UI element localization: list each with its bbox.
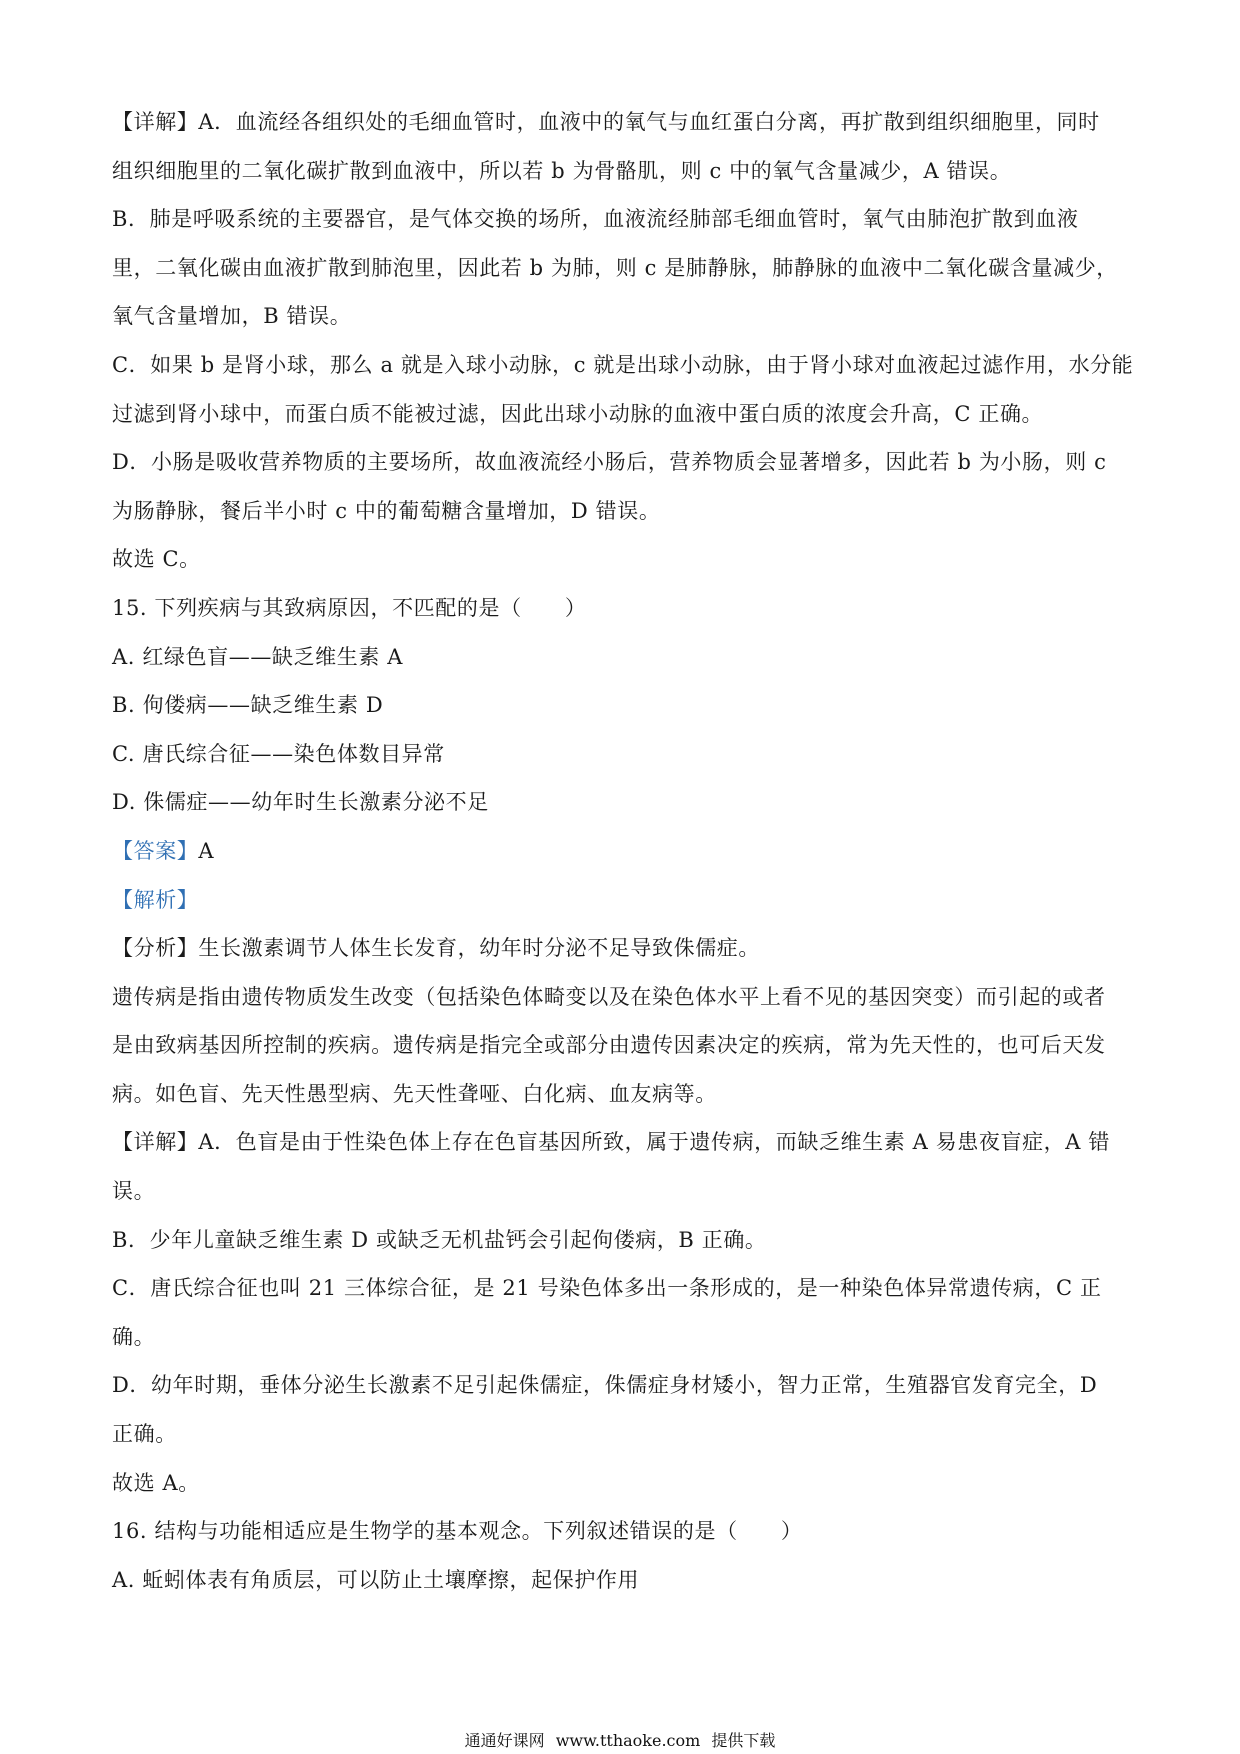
conclusion: 故选 A。 bbox=[112, 1470, 200, 1495]
analysis-paragraph-line: 遗传病是指由遗传物质发生改变（包括染色体畸变以及在染色体水平上看不见的基因突变）而引起的或者 bbox=[112, 984, 1106, 1009]
answer-label: 【答案】 bbox=[112, 838, 199, 863]
detail-paragraph-line: 【详解】A．血流经各组织处的毛细血管时，血液中的氧气与血红蛋白分离，再扩散到组织细胞里，同时 bbox=[112, 110, 1100, 134]
footer-site-name: 通通好课网 bbox=[464, 1731, 545, 1750]
question-15-option-d: D. 侏儒症——幼年时生长激素分泌不足 bbox=[112, 790, 489, 815]
option-explanation-b: B．肺是呼吸系统的主要器官，是气体交换的场所，血液流经肺部毛细血管时，氧气由肺泡扩散到血液 bbox=[112, 207, 1079, 232]
option-explanation-b: 氧气含量增加，B 错误。 bbox=[112, 304, 352, 329]
option-explanation-c: 确。 bbox=[112, 1324, 156, 1349]
detail-paragraph-line: 组织细胞里的二氧化碳扩散到血液中，所以若 b 为骨骼肌，则 c 中的氧气含量减少，A 错误。 bbox=[112, 158, 1012, 183]
question-15-option-a: A. 红绿色盲——缺乏维生素 A bbox=[112, 644, 403, 669]
detail-paragraph-line: 误。 bbox=[112, 1179, 156, 1204]
conclusion: 故选 C。 bbox=[112, 547, 201, 572]
question-16-stem: 16. 结构与功能相适应是生物学的基本观念。下列叙述错误的是（ ） bbox=[112, 1519, 803, 1544]
analysis-paragraph-line: 病。如色盲、先天性愚型病、先天性聋哑、白化病、血友病等。 bbox=[112, 1081, 717, 1106]
analysis-label: 【解析】 bbox=[112, 887, 199, 912]
analysis-paragraph-line: 是由致病基因所控制的疾病。遗传病是指完全或部分由遗传因素决定的疾病，常为先天性的，也可后天发 bbox=[112, 1033, 1106, 1058]
question-15-option-c: C. 唐氏综合征——染色体数目异常 bbox=[112, 741, 445, 766]
answer-value: A bbox=[198, 838, 215, 863]
footer-suffix: 提供下载 bbox=[711, 1731, 776, 1750]
footer-url[interactable]: www.tthaoke.com bbox=[555, 1731, 701, 1750]
option-explanation-b: 里，二氧化碳由血液扩散到肺泡里，因此若 b 为肺，则 c 是肺静脉，肺静脉的血液中二氧化碳含量减少， bbox=[112, 255, 1118, 280]
option-explanation-c: C．如果 b 是肾小球，那么 a 就是入球小动脉，c 就是出球小动脉，由于肾小球对血液起过滤作用，水分能 bbox=[112, 352, 1134, 377]
option-explanation-d: 正确。 bbox=[112, 1422, 177, 1447]
document-body bbox=[112, 98, 1132, 1604]
option-explanation-d: D．小肠是吸收营养物质的主要场所，故血液流经小肠后，营养物质会显著增多，因此若 b 为小肠，则 c bbox=[112, 450, 1107, 475]
answer-row bbox=[112, 827, 1132, 876]
question-15-stem: 15. 下列疾病与其致病原因，不匹配的是（ ） bbox=[112, 595, 587, 620]
question-16-option-a: A. 蚯蚓体表有角质层，可以防止土壤摩擦，起保护作用 bbox=[112, 1567, 640, 1592]
option-explanation-d: 为肠静脉，餐后半小时 c 中的葡萄糖含量增加，D 错误。 bbox=[112, 498, 661, 523]
option-explanation-d: D．幼年时期，垂体分泌生长激素不足引起侏儒症，侏儒症身材矮小，智力正常，生殖器官发育完全，D bbox=[112, 1373, 1098, 1398]
question-15-option-b: B. 佝偻病——缺乏维生素 D bbox=[112, 693, 384, 718]
detail-paragraph-line: 【详解】A．色盲是由于性染色体上存在色盲基因所致，属于遗传病，而缺乏维生素 A 易患夜盲症，A 错 bbox=[112, 1130, 1110, 1155]
option-explanation-b: B．少年儿童缺乏维生素 D 或缺乏无机盐钙会引起佝偻病，B 正确。 bbox=[112, 1227, 767, 1252]
analysis-paragraph-line: 【分析】生长激素调节人体生长发育，幼年时分泌不足导致侏儒症。 bbox=[112, 936, 760, 961]
option-explanation-c: 过滤到肾小球中，而蛋白质不能被过滤，因此出球小动脉的血液中蛋白质的浓度会升高，C 正确。 bbox=[112, 401, 1044, 426]
page-footer bbox=[0, 1728, 1240, 1751]
option-explanation-c: C．唐氏综合征也叫 21 三体综合征，是 21 号染色体多出一条形成的，是一种染色体异常遗传病，C 正 bbox=[112, 1276, 1102, 1301]
